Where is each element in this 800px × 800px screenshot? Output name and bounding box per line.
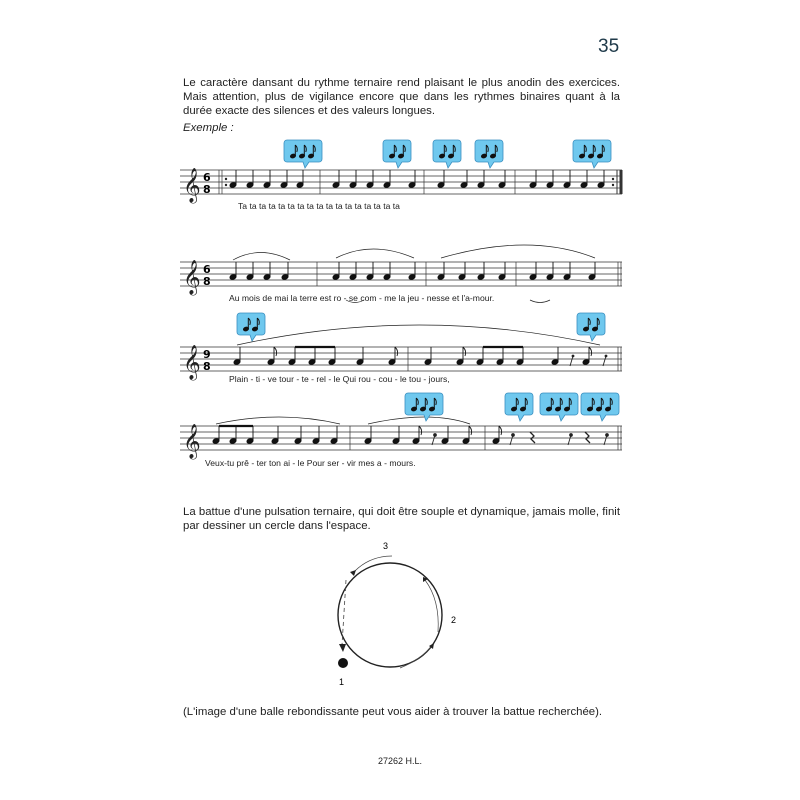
ball-icon <box>338 658 348 668</box>
example-label: Exemple : <box>183 122 234 134</box>
notes-line-2 <box>229 262 596 280</box>
rests-line-4 <box>432 432 608 445</box>
duplet-bubble-icon <box>237 313 265 341</box>
lyrics-line-3: Plain - ti - ve tour - te - rel - le Qui rou - cou - le tou - jours, <box>229 374 450 384</box>
treble-clef-icon: 𝄞 <box>183 424 201 459</box>
svg-text:8: 8 <box>203 275 211 288</box>
triplet-bubble-icon <box>581 393 619 421</box>
duplet-bubble-icon <box>505 393 533 421</box>
svg-text:9: 9 <box>203 348 211 361</box>
notes-line-3 <box>233 347 591 365</box>
staff-line-4 <box>180 426 622 450</box>
description-paragraph: La battue d'une pulsation ternaire, qui doit être souple et dynamique, jamais molle, finit par dessiner un cercle dans l'espace. <box>183 506 620 533</box>
svg-text:2: 2 <box>451 615 457 625</box>
duplet-bubble-icon <box>577 313 605 341</box>
svg-text:8: 8 <box>203 183 211 196</box>
staff-line-3 <box>180 347 622 371</box>
staff-line-2 <box>180 262 622 286</box>
arrowhead-icon <box>339 644 346 652</box>
treble-clef-icon: 𝄞 <box>183 260 201 295</box>
duplet-bubble-icon <box>475 140 503 168</box>
intro-paragraph: Le caractère dansant du rythme ternaire rend plaisant le plus anodin des exercices. Mais attention, plus de vigilance encore que dans les rythmes binaires quant à la durée exacte des silences et des valeurs longues. <box>183 77 620 118</box>
staff-line-1 <box>180 170 622 194</box>
treble-clef-icon: 𝄞 <box>183 345 201 380</box>
svg-text:3: 3 <box>383 541 389 551</box>
triplet-bubble-icon <box>573 140 611 168</box>
lyrics-line-2: Au mois de mai la terre est ro - se com - me la jeu - nesse et l'a-mour. <box>229 293 495 303</box>
triplet-bubble-icon <box>284 140 322 168</box>
svg-text:8: 8 <box>203 360 211 373</box>
lyrics-line-4: Veux-tu prê - ter ton ai - le Pour ser - vir mes a - mours. <box>205 458 416 468</box>
arrowhead-icon <box>350 570 356 576</box>
notes-line-4 <box>212 426 501 444</box>
duplet-bubble-icon <box>383 140 411 168</box>
footer-reference: 27262 H.L. <box>377 756 423 766</box>
notes-line-1 <box>229 170 605 188</box>
svg-text:1: 1 <box>339 677 345 687</box>
diagram-caption: (L'image d'une balle rebondissante peut vous aider à trouver la battue recherchée). <box>183 706 603 718</box>
svg-text:6: 6 <box>203 171 211 184</box>
treble-clef-icon: 𝄞 <box>183 168 201 203</box>
triplet-bubble-icon <box>540 393 578 421</box>
page-number: 35 <box>598 36 620 57</box>
beat-circle-diagram <box>338 541 456 687</box>
lyrics-line-1: Ta ta ta ta ta ta ta ta ta ta ta ta ta ta ta ta ta <box>238 201 400 211</box>
svg-text:6: 6 <box>203 263 211 276</box>
duplet-bubble-icon <box>433 140 461 168</box>
